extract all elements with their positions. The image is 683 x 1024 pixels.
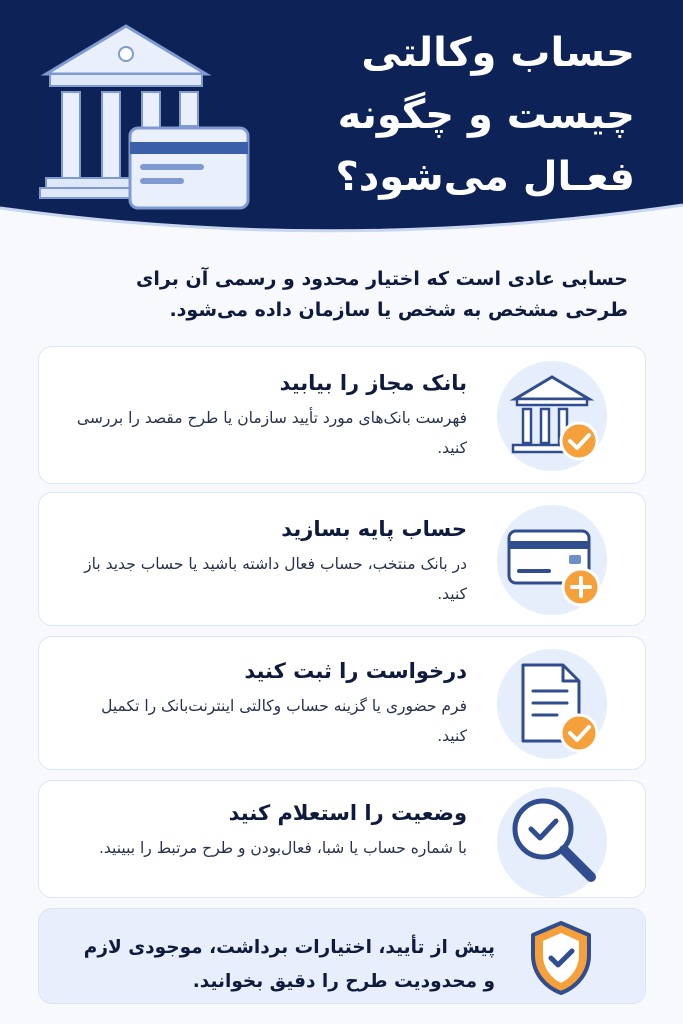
step-title: بانک مجاز را بیابید [279, 371, 467, 395]
header-banner [0, 0, 683, 250]
note-text: پیش از تأیید، اختیارات برداشت، موجودی لازم و محدودیت طرح را دقیق بخوانید. [83, 937, 495, 992]
step-description: در بانک منتخب، حساب فعال داشته باشید یا حساب جدید باز کنید. [84, 555, 467, 603]
step-title: حساب پایه بسازید [281, 517, 467, 541]
shield-check-icon [521, 917, 601, 997]
title-line-2: چیست و چگونه [337, 92, 635, 138]
page-title [275, 22, 635, 208]
step-title: وضعیت را استعلام کنید [228, 801, 467, 825]
bank-check-icon [493, 357, 611, 475]
step-card-find-bank [38, 346, 646, 484]
step-card-open-account [38, 492, 646, 626]
step-card-submit-request [38, 636, 646, 770]
step-description: فرم حضوری یا گزینه حساب وکالتی اینترنت‌بانک را تکمیل کنید. [101, 697, 467, 745]
step-description: فهرست بانک‌های مورد تأیید سازمان یا طرح مقصد را بررسی کنید. [76, 409, 467, 457]
warning-note [38, 908, 646, 1004]
magnifier-check-icon [493, 783, 611, 901]
card-plus-icon [493, 501, 611, 619]
step-title: درخواست را ثبت کنید [244, 659, 467, 683]
step-card-check-status [38, 780, 646, 898]
document-check-icon [493, 645, 611, 763]
step-description: با شماره حساب یا شبا، فعال‌بودن و طرح مرتبط را ببینید. [98, 839, 467, 857]
title-line-3: فعـال می‌شود؟ [335, 154, 635, 200]
title-line-1: حساب وکالتی [361, 30, 635, 76]
bank-card-illustration [36, 18, 256, 218]
intro-text: حسابی عادی است که اختیار محدود و رسمی آن برای طرحی مشخص به شخص یا سازمان داده می‌شود. [136, 268, 628, 321]
